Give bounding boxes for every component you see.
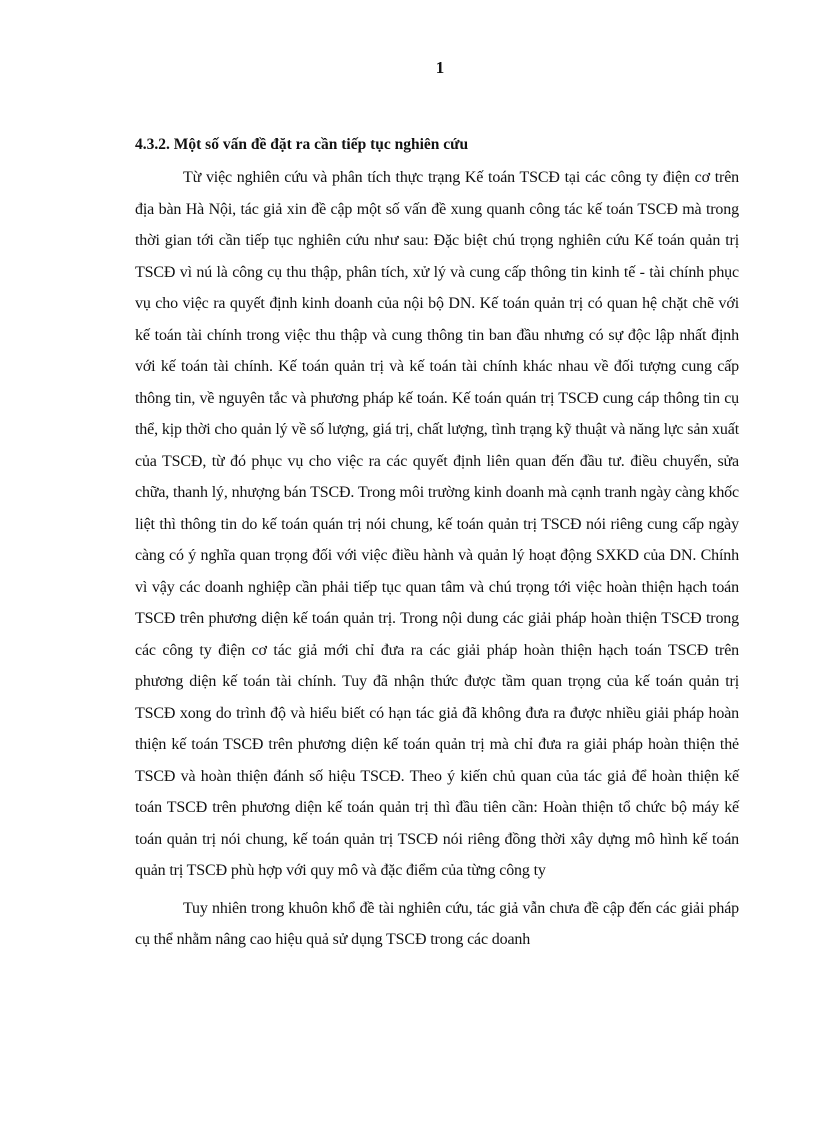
section-heading: 4.3.2. Một số vấn đề đặt ra cần tiếp tục nghiên cứu bbox=[135, 136, 469, 153]
paragraph-2: Tuy nhiên trong khuôn khổ đề tài nghiên cứu, tác giả vẫn chưa đề cập đến các giải pháp cụ thể nhằm nâng cao hiệu quả sử dụng TSCĐ trong các doanh bbox=[135, 899, 739, 948]
page-number: 1 bbox=[435, 58, 445, 77]
document-body bbox=[135, 128, 739, 962]
paragraph-1: Từ việc nghiên cứu và phân tích thực trạng Kế toán TSCĐ tại các công ty điện cơ trên địa bàn Hà Nội, tác giả xin đề cập một số vấn đề xung quanh công tác kế toán TSCĐ mà trong thời gian tới cần tiếp tục nghiên cứu như sau: Đặc biệt chú trọng nghiên cứu Kế toán quản trị TSCĐ vì nú là công cụ thu thập, phân tích, xử lý và cung cấp thông tin kinh tế - tài chính phục vụ cho việc ra quyết định kinh doanh của nội bộ DN. Kế toán quản trị có quan hệ chặt chẽ với kế toán tài chính trong việc thu thập và cung thông tin ban đầu nhưng có sự độc lập nhất định với kế toán tài chính. Kế toán quản trị và kế toán tài chính khác nhau về đối tượng cung cấp thông tin, về nguyên tắc và phương pháp kế toán. Kế toán quán trị TSCĐ cung cáp thông tin cụ thể, kịp thời cho quản lý về số lượng, giá trị, chất lượng, tình trạng kỹ thuật và năng lực sản xuất của TSCĐ, từ đó phục vụ cho việc ra các quyết định liên quan đến đầu tư. điều chuyển, sửa chữa, thanh lý, nhượng bán TSCĐ. Trong môi trường kinh doanh mà cạnh tranh ngày càng khốc liệt thì thông tin do kế toán quán trị nói chung, kế toán quản trị TSCĐ nói riêng cung cấp ngày càng có ý nghĩa quan trọng đối với việc điều hành và quản lý hoạt động SXKD của DN. Chính vì vậy các doanh nghiệp cần phải tiếp tục quan tâm và chú trọng tới việc hoàn thiện hạch toán TSCĐ trên phương diện kế toán quản trị. Trong nội dung các giải pháp hoàn thiện TSCĐ trong các công ty điện cơ tác giả mới chỉ đưa ra các giải pháp hoàn thiện hạch toán TSCĐ trên phương diện kế toán tài chính. Tuy đã nhận thức được tầm quan trọng của kế toán quản trị TSCĐ xong do trình độ và hiểu biết có hạn tác giả đã không đưa ra được nhiều giải pháp hoàn thiện kế toán TSCĐ trên phương diện kế toán quản trị mà chỉ đưa ra giải pháp hoàn thiện thẻ TSCĐ và hoàn thiện đánh số hiệu TSCĐ. Theo ý kiến chủ quan của tác giả để hoàn thiện kế toán TSCĐ trên phương diện kế toán quản trị thì đầu tiên cần: Hoàn thiện tổ chức bộ máy kế toán quản trị nói chung, kế toán quản trị TSCĐ nói riêng đồng thời xây dựng mô hình kế toán quản trị TSCĐ phù hợp với quy mô và đặc điểm của từng công ty bbox=[135, 169, 739, 879]
